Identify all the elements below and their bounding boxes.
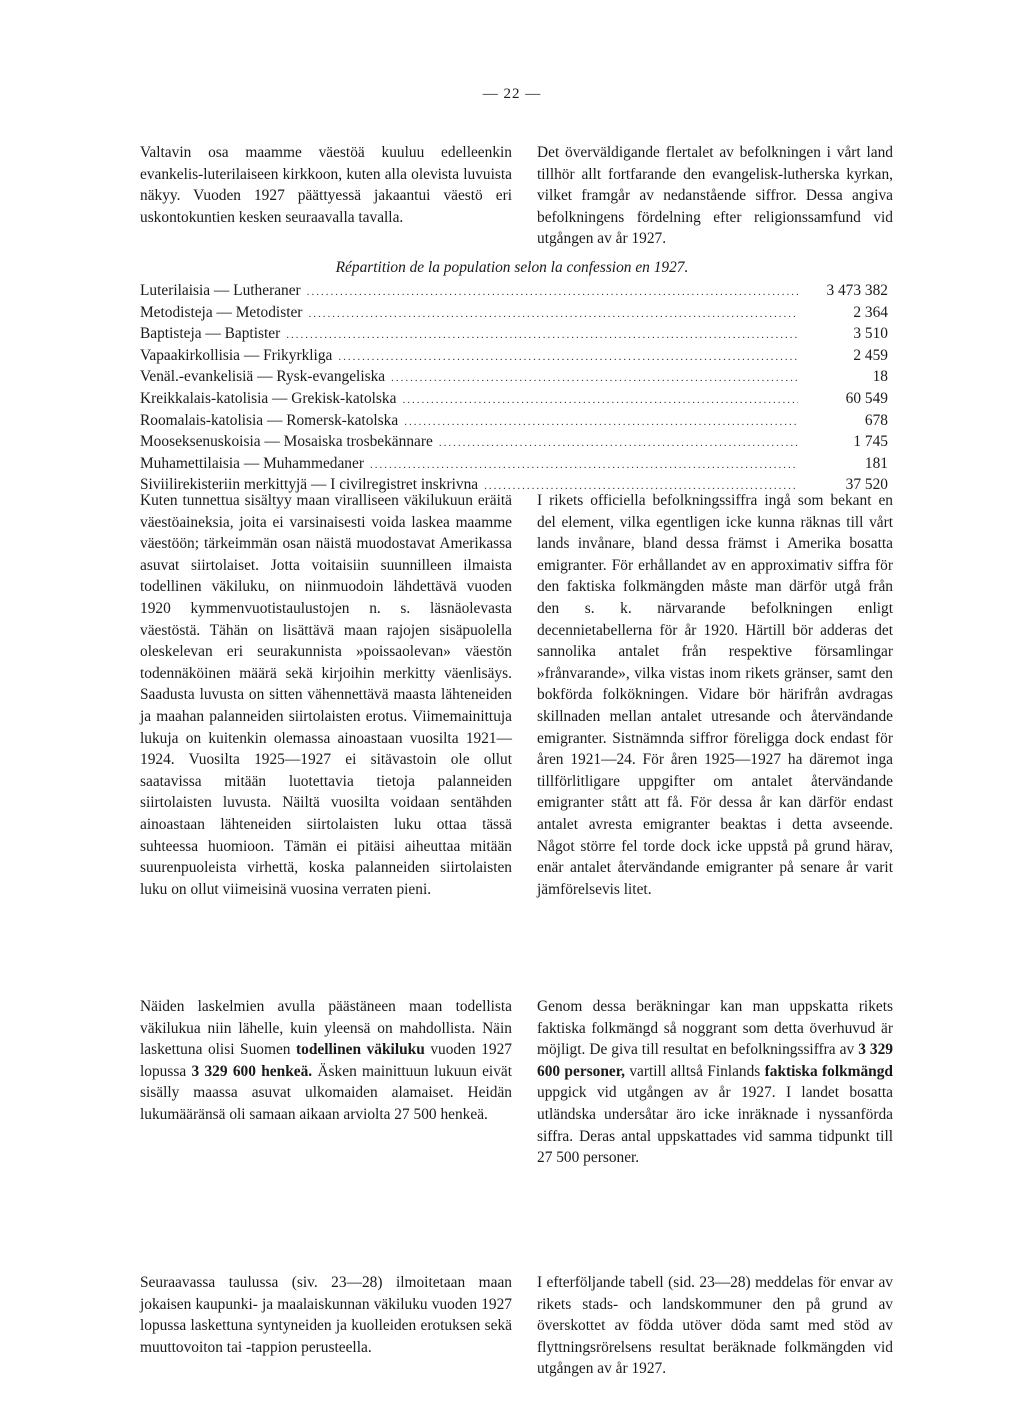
row-label: Muhamettilaisia — Muhammedaner [140,454,364,472]
leader-dots [402,390,798,412]
table-row [140,410,888,432]
paragraph-3-finnish [140,996,512,1126]
text-run: Äsken mainittuun lukuun eivät sisälly maassa asuvat ulkomaiden alamaiset. Heidän lukumääränsä oli samaan aikaan arviolta 27 500 henkeä. [140,1062,513,1123]
paragraph-3-swedish-text [537,996,893,1169]
row-label: Siviilirekisteriin merkittyjä — I civilregistret inskrivna [140,476,479,494]
row-label: Kreikkalais-katolisia — Grekisk-katolska [140,389,397,407]
row-label: Venäl.-evankelisiä — Rysk-evangeliska [140,368,386,386]
table-row [140,366,888,388]
row-label: Metodisteja — Metodister [140,303,303,321]
table-row [140,453,888,475]
row-value: 18 [872,368,888,386]
leader-dots [286,325,798,347]
row-value: 181 [864,454,888,472]
row-value: 678 [864,411,888,429]
paragraph-4-swedish [537,1272,893,1380]
row-value: 37 520 [845,476,888,494]
leader-dots [404,412,798,434]
row-value: 1 745 [853,433,888,451]
row-value: 2 459 [853,346,888,364]
table-row [140,323,888,345]
table-row [140,388,888,410]
intro-swedish-text: Det överväldigande flertalet av befolkningen i vårt land tillhör allt fortfarande den evangelisk-lutherska kyrkan, vilket framgår av nedanstående siffror. Dessa angiva befolkningens fördelning efter religionssamfund vid utgången av år 1927. [537,144,893,248]
paragraph-4-swedish-text: I efterföljande tabell (sid. 23—28) meddelas för envar av rikets stads- och landskommuner den på grund av överskottet av födda utöver döda samt med stöd av flyttningsrörelsens resultat beräknade folkmängden vid utgången av år 1927. [537,1274,893,1378]
table-row [140,431,888,453]
row-value: 60 549 [845,389,888,407]
intro-finnish [140,142,512,228]
row-label: Roomalais-katolisia — Romersk-katolska [140,411,399,429]
row-label: Baptisteja — Baptister [140,325,281,343]
leader-dots [308,304,798,326]
paragraph-4-finnish-text: Seuraavassa taulussa (siv. 23—28) ilmoitetaan maan jokaisen kaupunki- ja maalaiskunnan väkiluku vuoden 1927 lopussa laskettuna syntyneiden ja kuolleiden erotuksen sekä muuttovoiton tai -tappion perusteella. [140,1274,512,1356]
bold-population-figure: 3 329 600 personer, [537,1041,893,1080]
bold-actual-population: faktiska folkmängd [764,1062,893,1080]
text-run: vuoden 1927 lopussa [140,1041,512,1080]
paragraph-2-swedish [537,490,893,900]
paragraph-3-swedish [537,996,893,1169]
intro-finnish-text: Valtavin osa maamme väestöä kuuluu edelleenkin evankelis-luterilaiseen kirkkoon, kuten alla olevista luvuista näkyy. Vuoden 1927 päättyessä jakaantui väestö eri uskontokuntien kesken seuraavalla tavalla. [140,144,512,226]
leader-dots [370,455,798,477]
paragraph-2-finnish-text: Kuten tunnettua sisältyy maan viralliseen väkilukuun eräitä väestöaineksia, joita ei varsinaisesti voida laskea maamme väestöön; tärkeimmän osan näistä muodostavat Amerikassa asuvat siirtolaiset. Jotta voitaisiin suunnilleen ilmaista todellinen väkiluku, on niinmuodoin lähdettävä vuoden 1920 kymmenvuotistaulustojen n. s. läsnäolevasta väestöstä. Tähän on lisättävä maan rajojen sisäpuolella oleskelevan eri seurakunnista »poissaolevan» väestön todennäköinen määrä sekä kirjoihin merkitty väenlisäys. Saadusta luvusta on sitten vähennettävä maasta lähteneiden ja maahan palanneiden siirtolaisten erotus. Viimemainittuja lukuja on kuitenkin olemassa ainoastaan vuosilta 1921—1924. Vuosilta 1925—1927 ei sitävastoin ole ollut saatavissa mitään luotettavia tietoja palanneiden siirtolaisten luvusta. Näiltä vuosilta voidaan sentähden ainoastaan lähteneiden siirtolaisten luku ottaa tässä suhteessa huomioon. Tämän ei pitäisi aiheuttaa mitään suurenpuoleista virhettä, koska palanneiden siirtolaisten luku on ollut viimeisinä vuosina verraten pieni. [140,492,512,898]
paragraph-2-swedish-text: I rikets officiella befolkningssiffra ingå som bekant en del element, vilka egentligen icke kunna räknas till vårt lands invånare, bland dessa främst i Amerika bosatta emigranter. För erhållandet av en approximativ siffra för den faktiska folkmängden måste man därför utgå från den s. k. närvarande befolkningen enligt decennietabellerna för år 1920. Härtill bör adderas det sannolika antalet från respektive församlingar »frånvarande», vilka vistas inom rikets gränser, samt den bokförda folkökningen. Vidare bör härifrån avdragas skillnaden mellan antalet utresande och återvändande emigranter. Sistnämnda siffror föreligga dock endast för åren 1921—24. För åren 1925—1927 ha däremot inga tillförlitligare uppgifter om antalet återvändande emigranter stått att få. För dessa år kan därför endast antalet avresta emigranter beaktas i detta avseende. Något större fel torde dock icke uppstå på grund härav, enär antalet återvändande emigranter på senare år varit jämförelsevis litet. [537,492,893,898]
table-caption: Répartition de la population selon la confession en 1927. [335,259,689,276]
paragraph-2-finnish [140,490,512,900]
bold-population-figure: 3 329 600 henkeä. [191,1062,313,1080]
row-value: 3 510 [853,325,888,343]
row-label: Mooseksenuskoisia — Mosaiska trosbekännare [140,433,433,451]
text-run: vartill alltså Finlands [625,1062,765,1080]
table-row [140,302,888,324]
row-value: 2 364 [853,303,888,321]
table-row [140,345,888,367]
text-run: Näiden laskelmien avulla päästäneen maan todellista väkilukua niin lähelle, kuin yleensä on mahdollista. Näin laskettuna olisi Suomen [140,998,512,1059]
text-run: Genom dessa beräkningar kan man uppskatta rikets faktiska folkmängd så noggrant som detta överhuvud är möjligt. De giva till resultat en befolkningssiffra av [537,998,893,1059]
table-row [140,280,888,302]
row-label: Luterilaisia — Lutheraner [140,282,301,299]
leader-dots [307,282,798,304]
leader-dots [338,347,798,369]
row-label: Vapaakirkollisia — Frikyrkliga [140,346,333,364]
bold-actual-population: todellinen väkiluku [296,1041,425,1059]
paragraph-3-finnish-text [140,996,512,1126]
page-number: — 22 — [482,86,542,102]
confession-table [140,280,888,496]
paragraph-4-finnish [140,1272,512,1358]
intro-swedish [537,142,893,250]
leader-dots [391,368,798,390]
text-run: uppgick vid utgången av år 1927. I landet bosatta utländska undersåtar äro icke inräknade i nyssanförda siffra. Deras antal uppskattades vid samma tidpunkt till 27 500 personer. [537,1084,893,1167]
leader-dots [439,433,798,455]
row-value: 3 473 382 [826,282,888,299]
